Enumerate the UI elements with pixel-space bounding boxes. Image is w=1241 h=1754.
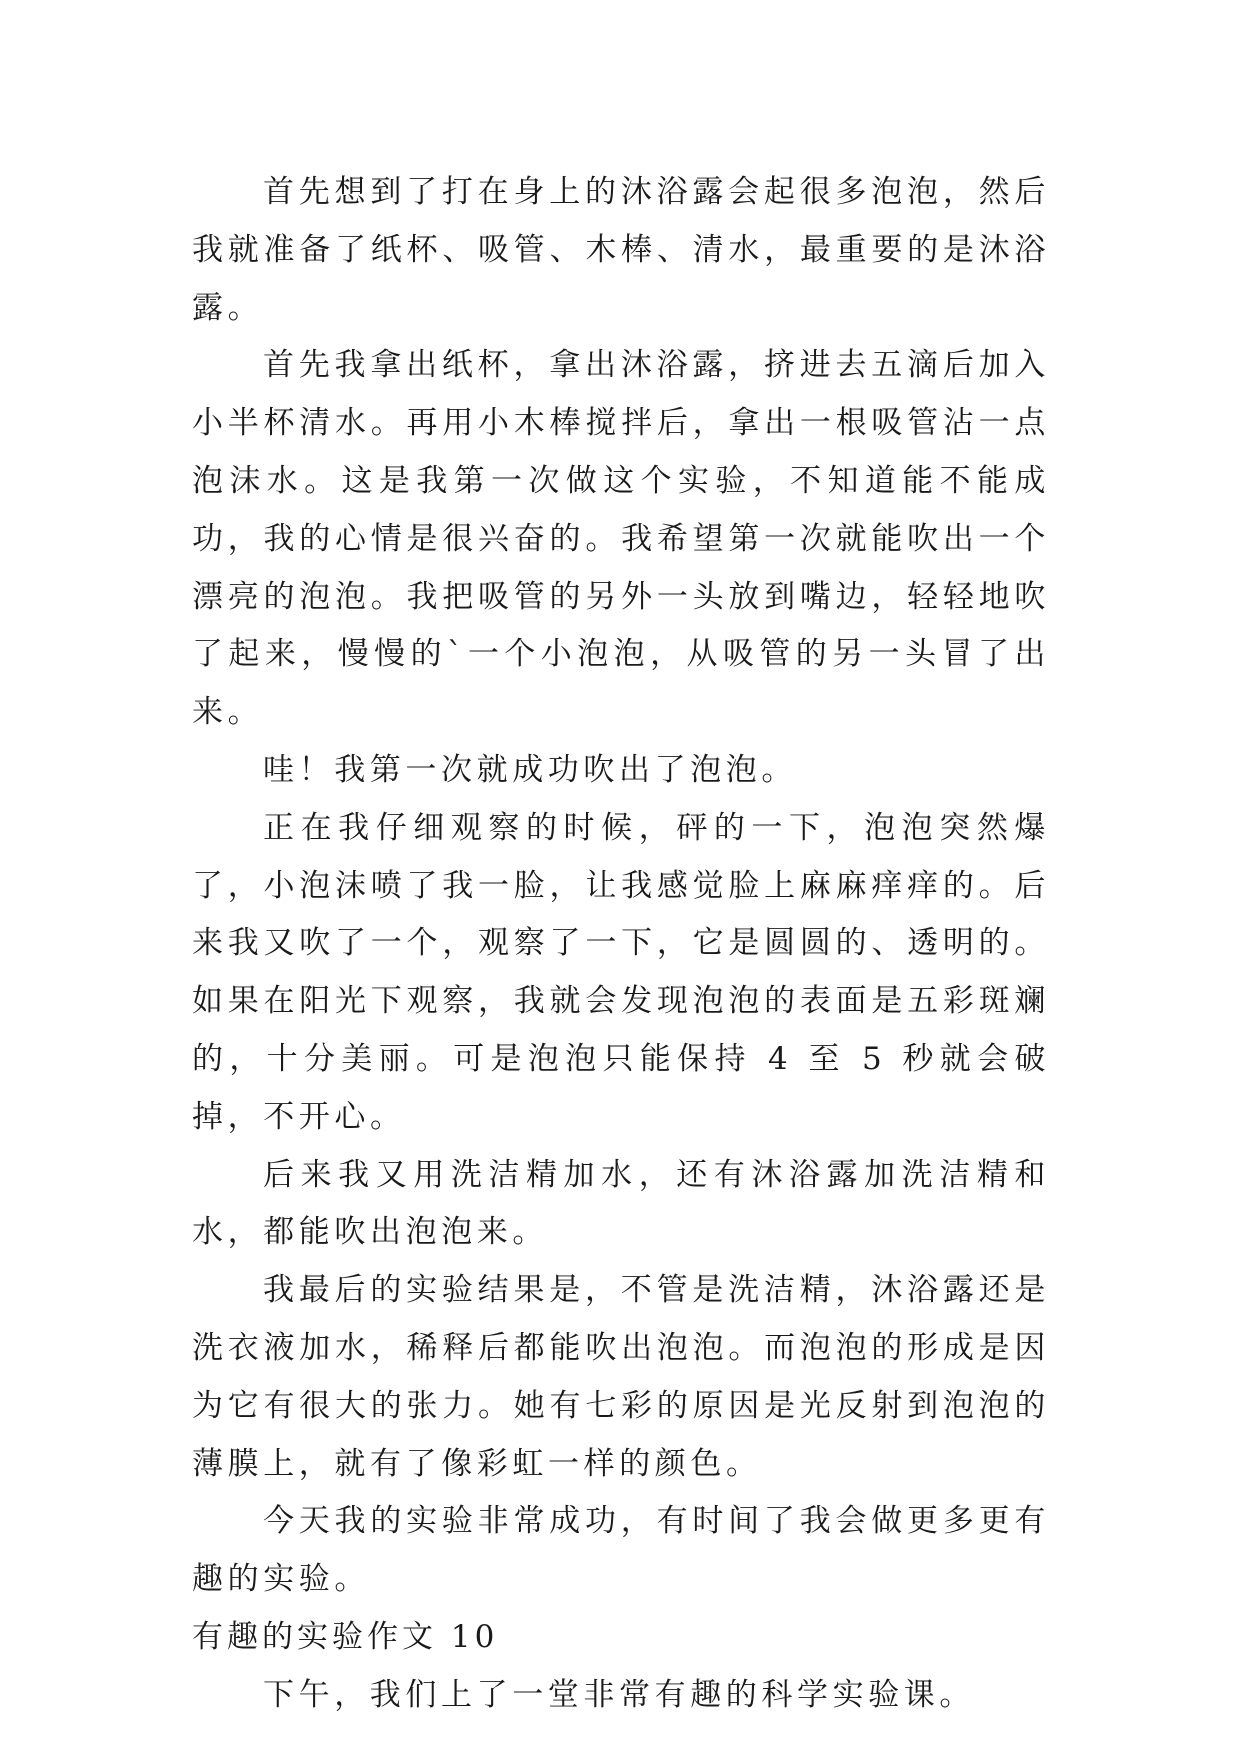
paragraph: 首先我拿出纸杯，拿出沐浴露，挤进去五滴后加入小半杯清水。再用小木棒搅拌后，拿出一根吸管沾一点泡沫水。这是我第一次做这个实验，不知道能不能成功，我的心情是很兴奋的。我希望第一次就能吹出一个漂亮的泡泡。我把吸管的另外一头放到嘴边，轻轻地吹了起来，慢慢的`一个小泡泡，从吸管的另一头冒了出来。 (192, 347, 1050, 731)
paragraph: 今天我的实验非常成功，有时间了我会做更多更有趣的实验。 (192, 1503, 1050, 1598)
paragraph: 下午，我们上了一堂非常有趣的科学实验课。 (263, 1676, 975, 1713)
paragraph: 正在我仔细观察的时候，砰的一下，泡泡突然爆了，小泡沫喷了我一脸，让我感觉脸上麻麻痒痒的。后来我又吹了一个，观察了一下，它是圆圆的、透明的。如果在阳光下观察，我就会发现泡泡的表面是五彩斑斓的，十分美丽。可是泡泡只能保持 4 至 5 秒就会破掉，不开心。 (192, 809, 1050, 1135)
paragraph: 后来我又用洗洁精加水，还有沐浴露加洗洁精和水，都能吹出泡泡来。 (192, 1156, 1050, 1251)
document-page (192, 164, 1050, 1725)
paragraph: 哇！我第一次就成功吹出了泡泡。 (263, 751, 797, 788)
paragraph: 首先想到了打在身上的沐浴露会起很多泡泡，然后我就准备了纸杯、吸管、木棒、清水，最重要的是沐浴露。 (192, 174, 1050, 326)
section-heading: 有趣的实验作文 10 (192, 1618, 499, 1655)
paragraph: 我最后的实验结果是，不管是洗洁精，沐浴露还是洗衣液加水，稀释后都能吹出泡泡。而泡泡的形成是因为它有很大的张力。她有七彩的原因是光反射到泡泡的薄膜上，就有了像彩虹一样的颜色。 (192, 1272, 1050, 1482)
